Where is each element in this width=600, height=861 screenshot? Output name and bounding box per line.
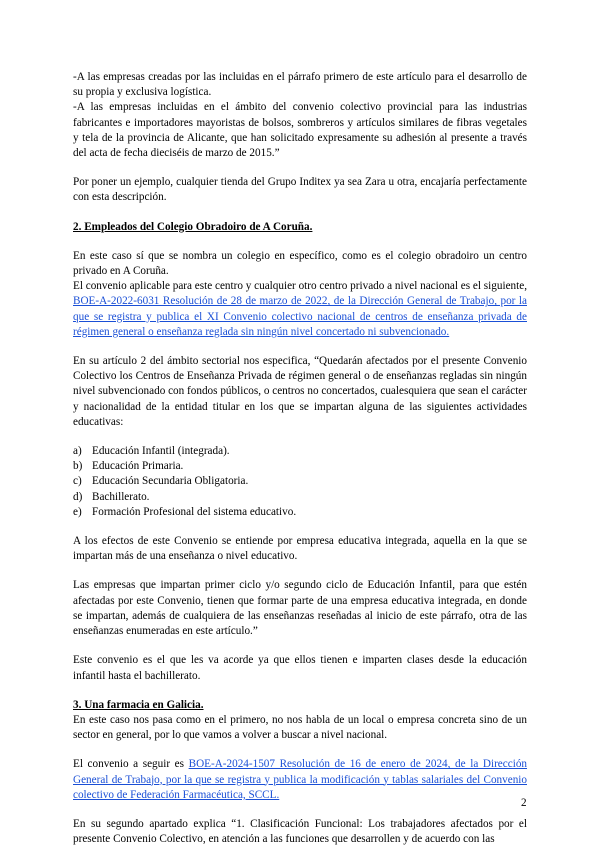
- paragraph-logistica: -A las empresas creadas por las incluidas en el párrafo primero de este artículo para el desarrollo de su propia y exclusiva logística.: [73, 71, 527, 99]
- paragraph-farmacia: En este caso nos pasa como en el primero, no nos habla de un local o empresa concreta sino de un sector en general, por lo que vamos a volver a buscar a nivel nacional.: [73, 713, 527, 742]
- list-item: c) Educación Secundaria Obligatoria.: [73, 475, 249, 488]
- paragraph-convenio-farmacia: [73, 757, 527, 803]
- section-heading-2: 2. Empleados del Colegio Obradoiro de A Coruña.: [73, 220, 313, 233]
- paragraph-colegio: En este caso sí que se nombra un colegio en específico, como es el colegio obradoiro un centro privado en A Coruña.: [73, 249, 527, 278]
- paragraph-articulo-2: En su artículo 2 del ámbito sectorial nos especifica, “Quedarán afectados por el presente Convenio Colectivo los Centros de Enseñanza Privada de régimen general o de enseñanzas regladas sin ningún nivel subvencionado con fondos públicos, o centros no concertados, cualesquiera que sean el carácter y nacionalidad de la entidad titular en los que se impartan alguna de las siguientes actividades educativas:: [73, 355, 527, 428]
- list-item: a) Educación Infantil (integrada).: [73, 445, 230, 458]
- paragraph-empresa-integrada: A los efectos de este Convenio se entiende por empresa educativa integrada, aquella en la que se impartan más de una enseñanza o nivel educativo.: [73, 535, 527, 563]
- list-item: d) Bachillerato.: [73, 490, 150, 503]
- paragraph-clasificacion: En su segundo apartado explica “1. Clasificación Funcional: Los trabajadores afectados por el presente Convenio Colectivo, en atención a las funciones que desarrollen y de acuerdo con las: [73, 817, 527, 846]
- paragraph-conclusion-colegio: Este convenio es el que les va acorde ya que ellos tienen e imparten clases desde la educación infantil hasta el bachillerato.: [73, 654, 527, 682]
- paragraph-convenio-aplicable: [73, 279, 527, 340]
- list-item: b) Educación Primaria.: [73, 460, 184, 473]
- section-heading-3: 3. Una farmacia en Galicia.: [73, 698, 204, 711]
- convenio-farmacia-intro: El convenio a seguir es: [73, 758, 184, 771]
- convenio-intro-text: El convenio aplicable para este centro y cualquier otro centro privado a nivel nacional es el siguiente,: [73, 280, 527, 293]
- document-body: [73, 70, 527, 861]
- list-item: e) Formación Profesional del sistema educativo.: [73, 505, 297, 518]
- page-number: 2: [521, 797, 527, 809]
- paragraph-inditex: Por poner un ejemplo, cualquier tienda del Grupo Inditex ya sea Zara u otra, encajaría perfectamente con esta descripción.: [73, 176, 527, 204]
- boe-2024-1507-link[interactable]: BOE-A-2024-1507 Resolución de 16 de enero de 2024, de la Dirección General de Trabajo, por la que se registra y publica la modificación y tablas salariales del Convenio colectivo de Federación Farmacéutica, SCCL.: [73, 758, 528, 801]
- paragraph-educacion-infantil: Las empresas que impartan primer ciclo y/o segundo ciclo de Educación Infantil, para que estén afectadas por este Convenio, tienen que formar parte de una empresa educativa integrada, en donde se impartan, además de cualquiera de las enseñanzas reseñadas al inicio de este párrafo, otra de las enseñanzas enumeradas en este artículo.”: [73, 579, 527, 638]
- boe-2022-6031-link[interactable]: BOE-A-2022-6031 Resolución de 28 de marzo de 2022, de la Dirección General de Trabajo, por la que se registra y publica el XI Convenio colectivo nacional de centros de enseñanza privada de régimen general o enseñanza reglada sin ningún nivel concertado ni subvencionado.: [73, 295, 527, 338]
- education-levels-list: [73, 444, 527, 520]
- paragraph-alicante: -A las empresas incluidas en el ámbito del convenio colectivo provincial para las industrias fabricantes e importadores mayoristas de bolsos, sombreros y artículos similares de fibras vegetales y tela de la provincia de Alicante, que han solicitado expresamente su adhesión al presente a través del acta de fecha dieciséis de marzo de 2015.”: [73, 101, 527, 160]
